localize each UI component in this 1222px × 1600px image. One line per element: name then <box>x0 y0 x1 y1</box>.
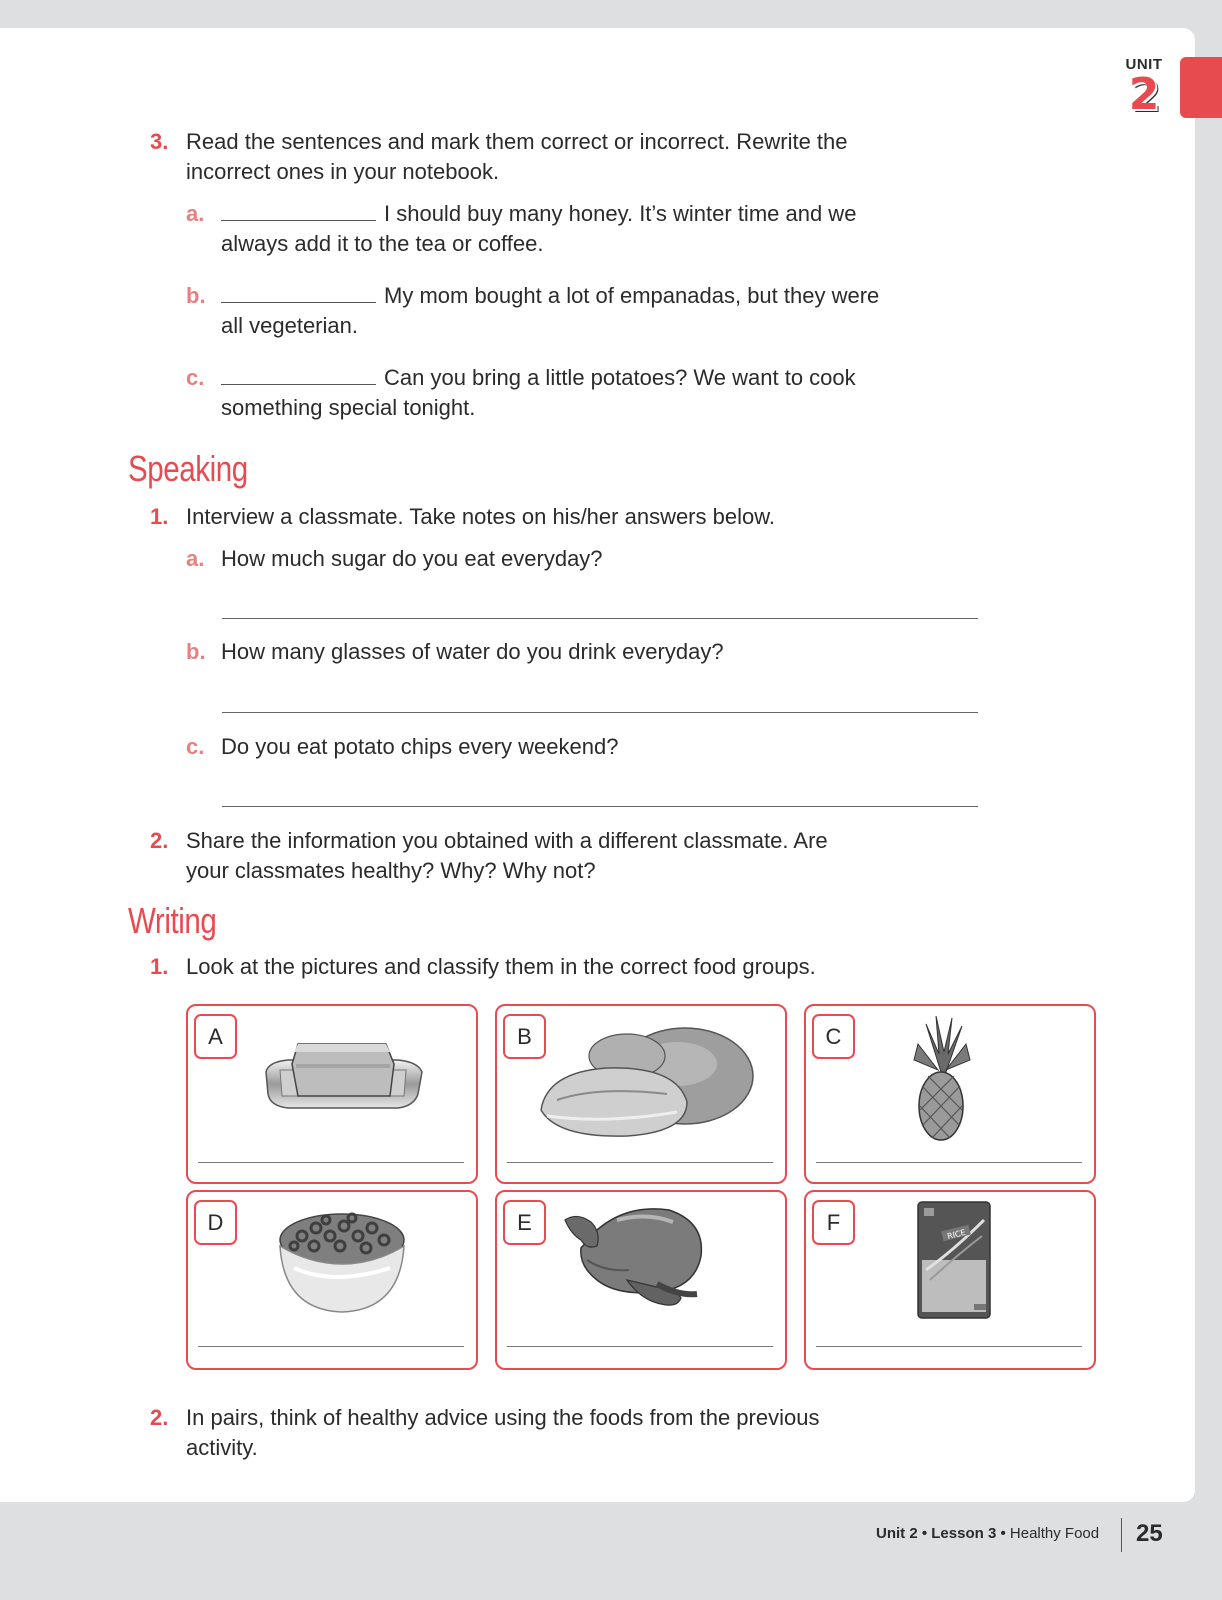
footer-unit: Unit 2 <box>876 1525 918 1542</box>
card-label: E <box>503 1200 546 1245</box>
cereal-bowl-icon <box>274 1206 410 1318</box>
question-letter: b. <box>186 639 206 664</box>
answer-line[interactable] <box>222 806 978 807</box>
page-number: 25 <box>1136 1520 1163 1547</box>
question-text: How many glasses of water do you drink everyday? <box>221 639 724 664</box>
butter-icon <box>258 1024 428 1114</box>
exercise-instruction: Interview a classmate. Take notes on his/her answers below. <box>186 504 776 529</box>
footer-lesson: Lesson 3 <box>931 1525 997 1542</box>
sentence-text: all vegeterian. <box>221 313 358 338</box>
sentence-text: My mom bought a lot of empanadas, but they were <box>384 283 880 308</box>
footer-separator: • <box>996 1525 1010 1542</box>
food-card-c <box>804 1004 1096 1184</box>
exercise-instruction: activity. <box>186 1435 258 1460</box>
answer-blank[interactable] <box>221 220 376 221</box>
section-title-writing: Writing <box>128 900 217 941</box>
card-label: D <box>194 1200 237 1245</box>
roast-chicken-icon <box>557 1200 707 1312</box>
food-card-f <box>804 1190 1096 1370</box>
page-footer <box>876 1525 1099 1542</box>
question-text: Do you eat potato chips every weekend? <box>221 734 619 759</box>
exercise-instruction: In pairs, think of healthy advice using the foods from the previous <box>186 1405 820 1430</box>
exercise-number: 2. <box>150 828 169 853</box>
exercise-number: 2. <box>150 1405 169 1430</box>
answer-line[interactable] <box>198 1346 464 1347</box>
bread-rolls-icon <box>537 1016 763 1144</box>
answer-blank[interactable] <box>221 302 376 303</box>
unit-badge <box>1118 56 1170 120</box>
sentence-text: something special tonight. <box>221 395 476 420</box>
answer-line[interactable] <box>816 1162 1082 1163</box>
rice-package-text: RICE <box>946 1227 967 1242</box>
sentence-text: Can you bring a little potatoes? We want to cook <box>384 365 856 390</box>
food-card-e <box>495 1190 787 1370</box>
exercise-number: 1. <box>150 504 169 529</box>
exercise-instruction: Look at the pictures and classify them in the correct food groups. <box>186 954 816 979</box>
food-card-d <box>186 1190 478 1370</box>
answer-line[interactable] <box>507 1346 773 1347</box>
footer-topic: Healthy Food <box>1009 1525 1100 1542</box>
exercise-instruction: incorrect ones in your notebook. <box>186 159 500 184</box>
question-letter: a. <box>186 546 205 571</box>
exercise-instruction: your classmates healthy? Why? Why not? <box>186 858 596 883</box>
answer-line[interactable] <box>222 712 978 713</box>
card-label: A <box>194 1014 237 1059</box>
exercise-instruction: Share the information you obtained with a different classmate. Are <box>186 828 828 853</box>
food-card-b <box>495 1004 787 1184</box>
answer-line[interactable] <box>507 1162 773 1163</box>
item-letter: a. <box>186 201 205 226</box>
question-text: How much sugar do you eat everyday? <box>221 546 603 571</box>
item-letter: c. <box>186 365 205 390</box>
answer-line[interactable] <box>198 1162 464 1163</box>
sentence-text: always add it to the tea or coffee. <box>221 231 544 256</box>
sentence-text: I should buy many honey. It’s winter time and we <box>384 201 857 226</box>
footer-separator: • <box>917 1525 932 1542</box>
footer-divider <box>1121 1518 1122 1552</box>
answer-line[interactable] <box>816 1346 1082 1347</box>
answer-blank[interactable] <box>221 384 376 385</box>
exercise-number: 1. <box>150 954 169 979</box>
pineapple-icon <box>906 1014 976 1144</box>
exercise-number: 3. <box>150 129 169 154</box>
question-letter: c. <box>186 734 205 759</box>
unit-number: 2 <box>1128 69 1160 120</box>
unit-label: UNIT <box>1125 56 1163 73</box>
rice-bag-icon <box>916 1200 992 1320</box>
card-label: F <box>812 1200 855 1245</box>
section-title-speaking: Speaking <box>128 448 248 489</box>
answer-line[interactable] <box>222 618 978 619</box>
exercise-instruction: Read the sentences and mark them correct or incorrect. Rewrite the <box>186 129 848 154</box>
food-card-a <box>186 1004 478 1184</box>
unit-tab <box>1180 57 1222 118</box>
card-label: B <box>503 1014 546 1059</box>
item-letter: b. <box>186 283 206 308</box>
card-label: C <box>812 1014 855 1059</box>
